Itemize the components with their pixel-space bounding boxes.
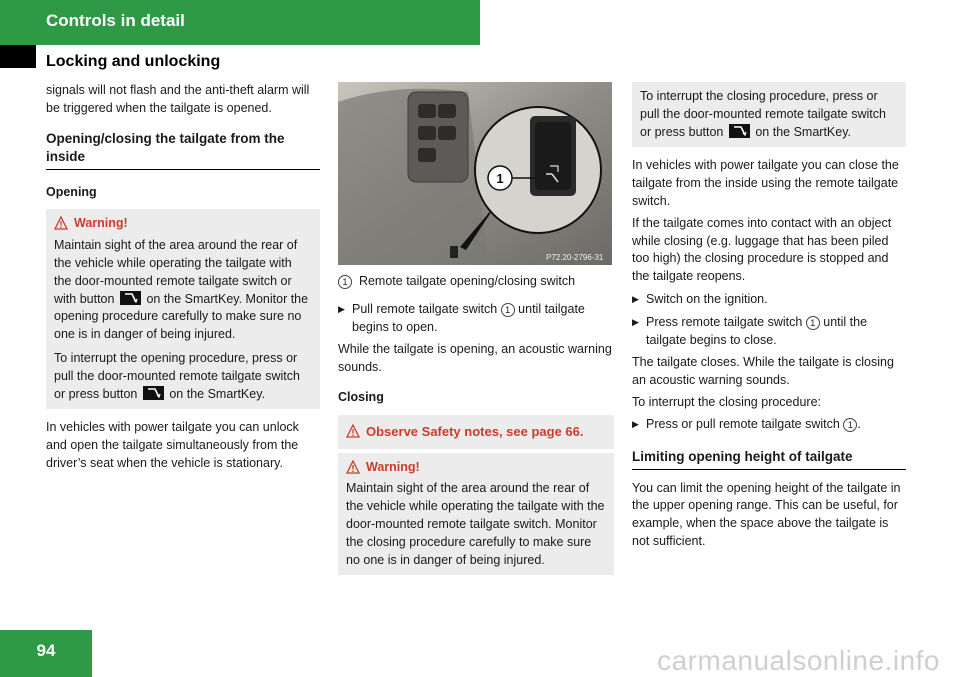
paragraph-interrupt: To interrupt the closing procedure: <box>632 394 821 409</box>
paragraph-obstacle: If the tailgate comes into contact with an object while closing (e.g. luggage that has been piled too high) the closing procedure is stopped and the tailgate reopens. <box>632 215 892 284</box>
step-arrow-icon: ▶ <box>632 316 639 327</box>
warning-title <box>346 459 606 477</box>
door-panel-illustration <box>338 82 612 265</box>
tailgate-key-icon <box>120 291 141 305</box>
callout-number-badge: 1 <box>806 316 820 330</box>
heading-limiting-height: Limiting opening height of tailgate <box>632 448 906 470</box>
warning-triangle-icon <box>346 424 360 438</box>
safety-notes-box <box>338 415 614 449</box>
warning-paragraph-1: Maintain sight of the area around the rear of the vehicle while operating the tailgate with the door-mounted remote tailgate switch or with button on the SmartKey. Monitor the opening procedure carefully to make sure no one is in danger of being injured. <box>54 238 309 342</box>
interrupt-closing-text: To interrupt the closing procedure, press or pull the door-mounted remote tailgate switch or press button on the SmartKey. <box>640 89 886 139</box>
chapter-title: Controls in detail <box>46 11 185 30</box>
photo-code: P72.20-2796-31 <box>546 253 604 262</box>
safety-notes-title <box>346 423 606 441</box>
callout-number-badge: 1 <box>338 275 352 289</box>
warning-paragraph-2: To interrupt the opening procedure, press or pull the door-mounted remote tailgate switch or press button on the SmartKey. <box>54 350 300 401</box>
step-note-closing: The tailgate closes. While the tailgate is closing an acoustic warning sounds. <box>632 355 894 388</box>
callout-number-badge: 1 <box>501 303 515 317</box>
intro-text: signals will not flash and the anti-theft alarm will be triggered when the tailgate is opened. <box>46 83 310 115</box>
tailgate-key-icon <box>143 386 164 400</box>
watermark: carmanualsonline.info <box>657 645 940 676</box>
warning-triangle-icon <box>54 216 68 230</box>
photo-callout-number: 1 <box>496 171 504 186</box>
body-power-tailgate: In vehicles with power tailgate you can unlock and open the tailgate simultaneously from the driver’s seat when the vehicle is stationary. <box>46 420 299 470</box>
column-1 <box>46 82 320 482</box>
warning-paragraph-closing: Maintain sight of the area around the rear of the vehicle while operating the tailgate with the door-mounted remote tailgate switch. Monitor the closing procedure carefully to make sure no one is in danger of being injured. <box>346 481 605 567</box>
warning-box-opening <box>46 209 320 409</box>
tailgate-key-icon <box>729 124 750 138</box>
step-press-pull-switch: ▶ Press or pull remote tailgate switch 1 . <box>632 416 906 434</box>
photo-caption: 1 Remote tailgate opening/closing switch <box>338 273 614 291</box>
section-title: Locking and unlocking <box>46 53 221 70</box>
warning-title-text: Warning! <box>366 459 420 474</box>
tailgate-switch-photo <box>338 82 612 265</box>
warning-title <box>54 215 312 233</box>
paragraph-limiting-height: You can limit the opening height of the tailgate in the upper opening range. This can be useful, for example, when the space above the tailgate is not sufficient. <box>632 480 901 548</box>
subheading-opening: Opening <box>46 184 97 199</box>
warning-triangle-icon <box>346 460 360 474</box>
safety-notes-link[interactable]: Observe Safety notes, see page 66. <box>366 423 584 439</box>
header-marker <box>0 45 36 68</box>
column-3 <box>632 82 906 560</box>
page-number: 94 <box>36 641 56 660</box>
step-ignition: ▶ Switch on the ignition. <box>632 291 906 309</box>
step-arrow-icon: ▶ <box>632 293 639 304</box>
step-note-opening: While the tailgate is opening, an acoustic warning sounds. <box>338 342 612 375</box>
subheading-closing: Closing <box>338 389 384 404</box>
step-arrow-icon: ▶ <box>632 418 639 429</box>
warning-title-text: Warning! <box>74 216 128 231</box>
column-2 <box>338 273 614 579</box>
paragraph-close-inside: In vehicles with power tailgate you can close the tailgate from the inside using the remote tailgate switch. <box>632 158 899 208</box>
step-press-switch: ▶ Press remote tailgate switch 1 until the tailgate begins to close. <box>632 314 906 350</box>
heading-opening-closing: Opening/closing the tailgate from the inside <box>46 130 320 170</box>
interrupt-closing-box <box>632 82 906 147</box>
step-arrow-icon: ▶ <box>338 303 345 314</box>
callout-number-badge: 1 <box>843 418 857 432</box>
step-pull-switch: ▶ Pull remote tailgate switch 1 until tailgate begins to open. <box>338 301 614 337</box>
warning-box-closing <box>338 453 614 576</box>
